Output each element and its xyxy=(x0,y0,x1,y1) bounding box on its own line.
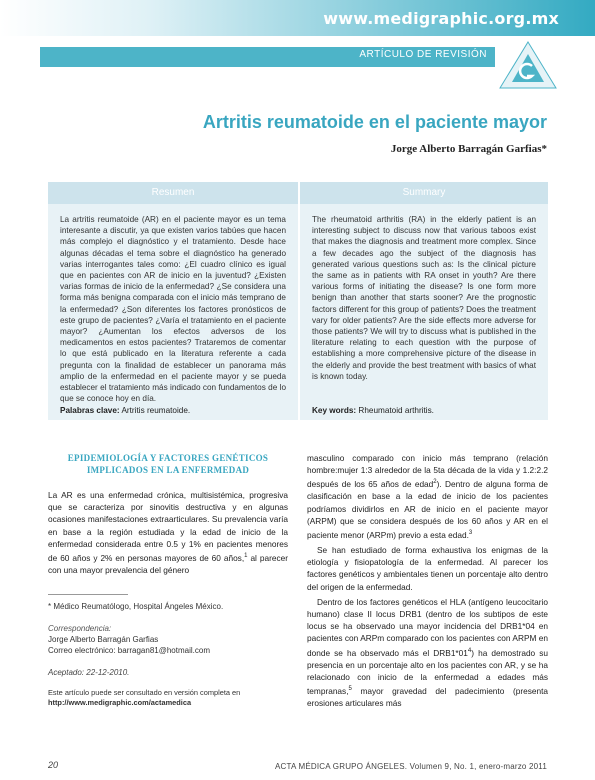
body-paragraph xyxy=(307,596,548,709)
section-label: ARTÍCULO DE REVISIÓN xyxy=(359,49,487,60)
reference-mark: 5 xyxy=(348,685,352,692)
correspondence-label: Correspondencia: xyxy=(48,624,112,633)
keywords-value: Rheumatoid arthritis. xyxy=(358,406,434,415)
correspondence-email: Correo electrónico: barragan81@hotmail.com xyxy=(48,646,210,655)
resumen-keywords xyxy=(60,406,190,415)
reference-mark: 4 xyxy=(467,647,472,654)
page-number: 20 xyxy=(48,760,59,770)
paragraph-text: al parecer con una mayor prevalencia del género xyxy=(48,552,288,575)
paragraph-text: Dentro de los factores genéticos el HLA (antígeno leucocitario humano) clase II locus DRB1 (dentro de los subtipos de este locus se ha observado una mayor incidencia del DRB1*04 en pacientes con ARPm comparado con los pacientes con ARPM en donde se ha observado más el DRB1*01 xyxy=(307,596,548,658)
accepted-date: Aceptado: 22-12-2010. xyxy=(48,668,130,677)
availability-note xyxy=(48,688,288,708)
reference-mark: 1 xyxy=(244,553,248,560)
keywords-value: Artritis reumatoide. xyxy=(121,406,191,415)
paragraph-text: ) ha demostrado su presencia en un porcentaje alto en los pacientes con AR, y se ha relacionado con inicio de la enfermedad a edades más tempranas, xyxy=(307,647,548,696)
keywords-label: Palabras clave: xyxy=(60,406,120,415)
site-url[interactable]: www.medigraphic.org.mx xyxy=(323,9,559,28)
resumen-heading: Resumen xyxy=(48,182,298,204)
article-author: Jorge Alberto Barragán Garfias* xyxy=(390,143,547,155)
section-heading xyxy=(48,452,288,476)
resumen-box xyxy=(48,182,298,420)
author-affiliation: * Médico Reumatólogo, Hospital Ángeles México. xyxy=(48,602,224,611)
medigraphic-logo-icon xyxy=(498,40,558,90)
resumen-text: La artritis reumatoide (AR) en el paciente mayor es un tema interesante a discutir, ya que existen varios tabúes que hacen más complejo el diagnóstico y el tratamiento. Desde hace algunas décadas el tema sobre el diagnóstico ha generado varias interrogantes tales como: ¿El cuadro clínico es igual que en pacientes con AR de inicio en la juventud? ¿Existen varias formas de inicio de la enfermedad? ¿Se considera una forma más benigna comparada con el inicio más temprano de la enfermedad? ¿Son diferentes los factores pronósticos de este grupo de pacientes? ¿Varía el tratamiento en el paciente mayor? ¿Aumentan los efectos adversos de los medicamentos en estos pacientes? Trataremos de comentar lo que está publicado en la literatura referente a cada pregunta con la finalidad de establecer un panorama más amplio de la enfermedad en el paciente mayor y se pueda establecer el tratamiento más indicado con fundamentos de lo que se conoce hoy en día. xyxy=(60,215,286,404)
section-heading-line: EPIDEMIOLOGÍA Y FACTORES GENÉTICOS xyxy=(67,453,269,463)
body-paragraph xyxy=(48,489,288,576)
keywords-label: Key words: xyxy=(312,406,357,415)
availability-text: Este artículo puede ser consultado en versión completa en xyxy=(48,688,241,697)
footnote-divider xyxy=(48,594,128,595)
summary-box xyxy=(300,182,548,420)
paragraph-text: mayor gravedad del padecimiento (presenta erosiones articulares más xyxy=(307,685,548,708)
correspondence-name: Jorge Alberto Barragán Garfias xyxy=(48,635,159,644)
body-paragraph: Se han estudiado de forma exhaustiva los enigmas de la etiología y fisiopatología de la enfermedad. Al parecer los factores genéticos y ambientales tienen un porcentaje alto dentro del origen de la enfermedad. xyxy=(307,544,548,592)
paragraph-text: La AR es una enfermedad crónica, multisistémica, progresiva que se caracteriza por sinovitis destructiva y en algunas ocasiones manifestaciones extraarticulares. Su prevalencia varía en base a la región estudiada y la edad de inicio de la enfermedad considerada entre 0.5 y 1% en pacientes menores de 60 años y 2% en personas mayores de 60 años, xyxy=(48,490,288,563)
right-column xyxy=(307,452,548,712)
summary-text: The rheumatoid arthritis (RA) in the elderly patient is an interesting subject to discuss now that various taboos exist that makes the diagnosis and treatment more complex. Since a few decades ago the subject of the diagnosis has generated various questions such as: Is the clinical picture the same as in patients with RA onset in youth? Are there various forms of initiating the disease? Is one form more benign than another that starts sooner? Are the prognostic factors different for this group of patients? Does the treatment vary for older patients? Are the side effects more adverse for those patients? We will try to discuss what is published in the literature relating to each question with the purpose of establishing a more comprehensive picture of the disease in the elderly and provide the best treatment with basics of what is known today. xyxy=(312,215,536,381)
summary-heading: Summary xyxy=(300,182,548,204)
paragraph-text: masculino comparado con inicio más temprano (relación hombre:mujer 1:3 alrededor de la 5ta década de la vida y 1.2:2.2 después de los 65 años de edad xyxy=(307,453,548,490)
availability-link[interactable]: http://www.medigraphic.com/actamedica xyxy=(48,698,192,707)
section-heading-line: IMPLICADOS EN LA ENFERMEDAD xyxy=(86,465,250,475)
body-paragraph xyxy=(307,452,548,541)
reference-mark: 3 xyxy=(468,529,473,536)
summary-keywords xyxy=(312,406,434,415)
journal-citation: ACTA MÉDICA GRUPO ÁNGELES. Volumen 9, No. 1, enero-marzo 2011 xyxy=(274,762,547,771)
reference-mark: 2 xyxy=(433,479,437,486)
article-title: Artritis reumatoide en el paciente mayor xyxy=(202,112,547,132)
paragraph-text: ). Dentro de alguna forma de clasificación en base a la edad de inicio de los pacientes podríamos dividirlos en AR de inicio en el paciente mayor (ARPM) que se considera después de los 60 años y AR en el paciente menor (ARPm) previo a esta edad. xyxy=(307,479,548,540)
